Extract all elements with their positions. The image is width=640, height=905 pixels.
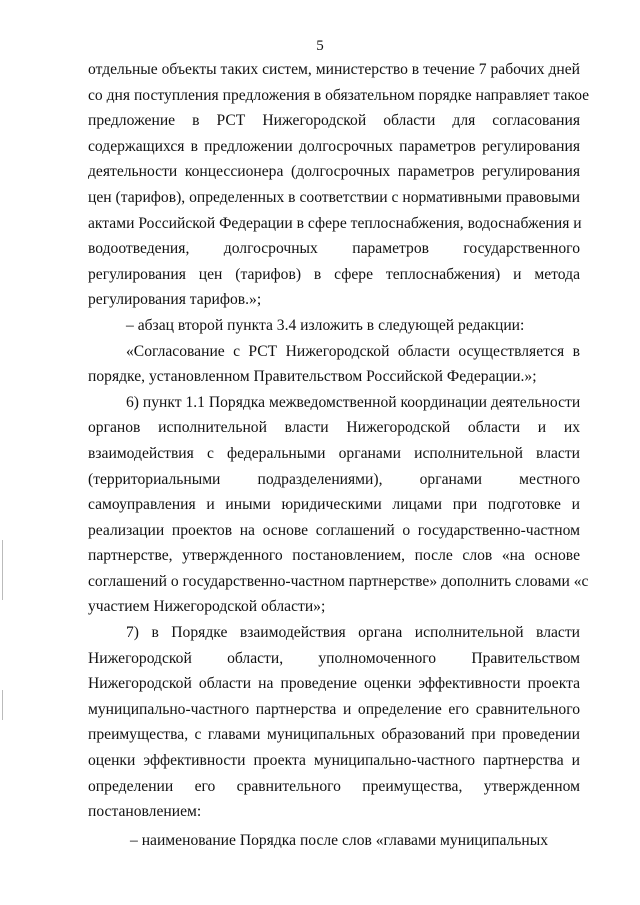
paragraph-line: актами Российской Федерации в сфере теплоснабжения, водоснабжения и (88, 214, 582, 232)
paragraph-line: постановлением: (88, 803, 202, 821)
paragraph-line: муниципально-частного партнерства и определение его сравнительного (88, 700, 580, 718)
paragraph-line: «Согласование с РСТ Нижегородской области осуществляется в (126, 342, 580, 360)
document-body (88, 57, 590, 853)
paragraph-line: порядке, установленном Правительством Российской Федерации.»; (88, 368, 537, 386)
paragraph-line: Нижегородской области на проведение оценки эффективности проекта (88, 675, 580, 693)
paragraph-line: регулирования цен (тарифов) в сфере теплоснабжения) и метода (88, 265, 580, 283)
paragraph (88, 57, 590, 313)
paragraph (88, 339, 580, 390)
paragraph-line: (территориальными подразделениями), органами местного (88, 470, 580, 488)
scan-edge-mark (2, 690, 3, 720)
paragraph-line: органов исполнительной власти Нижегородской области и их (88, 419, 580, 437)
paragraph-line: партнерстве, утвержденного постановлением, после слов «на основе (88, 547, 580, 565)
paragraph (88, 313, 580, 339)
paragraph-line: предложение в РСТ Нижегородской области для согласования (88, 112, 580, 130)
paragraph-line: отдельные объекты таких систем, министерство в течение 7 рабочих дней (88, 61, 580, 78)
scan-edge-mark (2, 540, 3, 600)
paragraph-line: содержащихся в предложении долгосрочных параметров регулирования (88, 137, 580, 155)
paragraph-line: самоуправления и иными юридическими лицами при подготовке и (88, 496, 580, 514)
paragraph-line: деятельности концессионера (долгосрочных параметров регулирования (88, 163, 580, 181)
paragraph-line: водоотведения, долгосрочных параметров государственного (88, 240, 580, 258)
paragraph-line: реализации проектов на основе соглашений о государственно-частном (88, 521, 580, 539)
paragraph-line: со дня поступления предложения в обязательном порядке направляет такое (88, 86, 590, 104)
paragraph (88, 390, 589, 620)
paragraph-line: оценки эффективности проекта муниципально-частного партнерства и (88, 752, 580, 770)
paragraph-line: определении его сравнительного преимущества, утвержденном (88, 777, 580, 795)
page-number: 5 (316, 38, 324, 54)
paragraph-line: – наименование Порядка после слов «главами муниципальных (130, 831, 549, 849)
paragraph-line: 6) пункт 1.1 Порядка межведомственной координации деятельности (126, 393, 581, 411)
paragraph (88, 620, 580, 825)
paragraph-line: регулирования тарифов.»; (88, 291, 262, 309)
paragraph-line: 7) в Порядке взаимодействия органа исполнительной власти (126, 624, 580, 642)
paragraph-line: взаимодействия с федеральными органами исполнительной власти (88, 444, 580, 462)
paragraph-line: участием Нижегородской области»; (88, 598, 326, 616)
paragraph-line: Нижегородской области, уполномоченного Правительством (88, 649, 580, 667)
paragraph-line: преимущества, с главами муниципальных образований при проведении (88, 726, 580, 744)
paragraph-line: соглашений о государственно-частном партнерстве» дополнить словами «с (88, 572, 589, 590)
paragraph-line: цен (тарифов), определенных в соответствии с нормативными правовыми (88, 188, 580, 206)
paragraph-line: – абзац второй пункта 3.4 изложить в следующей редакции: (126, 316, 525, 334)
paragraph (88, 828, 580, 854)
